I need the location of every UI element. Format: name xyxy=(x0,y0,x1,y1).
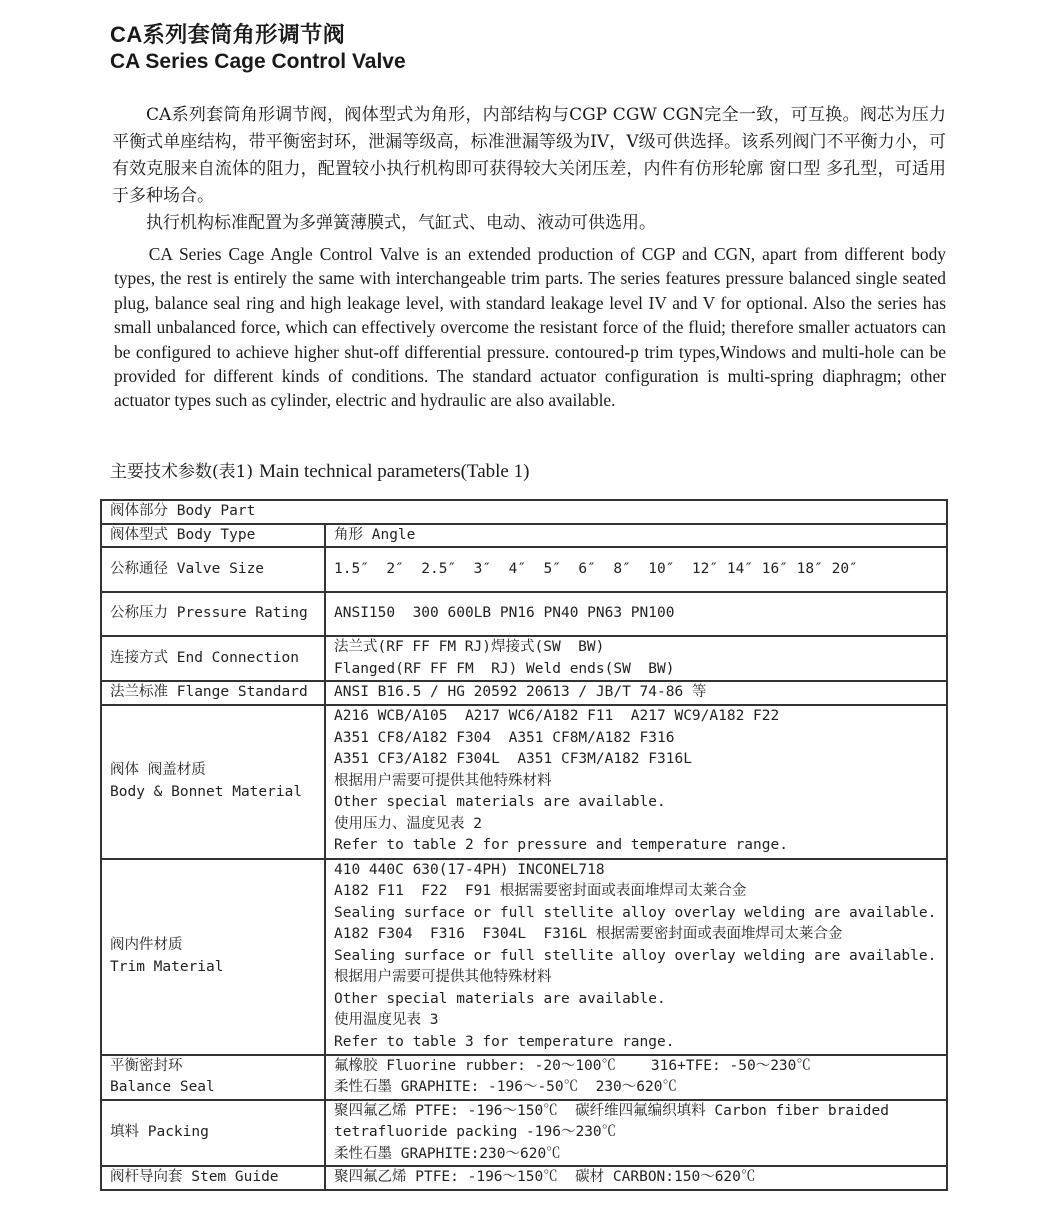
intro-english xyxy=(114,242,946,413)
row-value-line: A182 F304 F316 F304L F316L 根据需要密封面或表面堆焊司太莱合金 xyxy=(334,926,843,943)
table-caption-cn: 主要技术参数(表1) xyxy=(110,462,254,482)
table-row xyxy=(101,547,947,592)
row-value-line: Flanged(RF FF FM RJ) Weld ends(SW BW) xyxy=(334,660,675,677)
row-value-line: Refer to table 2 for pressure and temperature range. xyxy=(334,837,788,854)
intro-en-paragraph: CA Series Cage Angle Control Valve is an extended production of CGP and CGN, apart from different body types, the rest is entirely the same with interchangeable trim parts. The series features pressure balanced single seated plug, balance seal ring and high leakage level, with standard leakage level IV and V for optional. Also the series has small unbalanced force, which can effectively overcome the resistant force of the fluid; therefore smaller actuators can be configured to achieve higher shut-off differential pressure. contoured-p trim types,Windows and multi-hole can be provided for different kinds of conditions. The standard actuator configuration is multi-spring diaphragm; other actuator types such as cylinder, electric and hydraulic are also available. xyxy=(114,244,946,411)
intro-chinese xyxy=(112,102,946,237)
row-label: 连接方式 End Connection xyxy=(110,649,299,666)
row-value-line: 法兰式(RF FF FM RJ)焊接式(SW BW) xyxy=(334,639,605,655)
row-value-cell xyxy=(325,681,947,705)
row-value-line: 1.5″ 2″ 2.5″ 3″ 4″ 5″ 6″ 8″ 10″ 12″ 14″ 16″ 18″ 20″ xyxy=(334,560,858,577)
row-label-cell xyxy=(101,592,325,636)
row-value-cell xyxy=(325,1055,947,1100)
row-label: 阀体型式 Body Type xyxy=(110,526,256,543)
row-label-cell xyxy=(101,859,325,1055)
row-label: Balance Seal xyxy=(110,1079,215,1095)
row-value-line: ANSI B16.5 / HG 20592 20613 / JB/T 74-86 等 xyxy=(334,684,707,700)
row-value-line: A216 WCB/A105 A217 WC6/A182 F11 A217 WC9/A182 F22 xyxy=(334,708,780,725)
row-value-cell xyxy=(325,636,947,681)
row-value-line: 柔性石墨 GRAPHITE: -196～-50℃ 230～620℃ xyxy=(334,1079,677,1095)
table-header-cell: 阀体部分 Body Part xyxy=(101,500,947,524)
row-label: 公称压力 Pressure Rating xyxy=(110,605,308,622)
row-label-cell xyxy=(101,705,325,859)
row-value-line: 聚四氟乙烯 PTFE: -196～150℃ 碳材 CARBON:150～620℃ xyxy=(334,1169,756,1186)
row-label: 阀内件材质 xyxy=(110,937,183,953)
row-value-cell xyxy=(325,705,947,859)
row-value-line: 根据用户需要可提供其他特殊材料 xyxy=(334,969,552,986)
page-title-cn: CA系列套筒角形调节阀 xyxy=(110,22,346,47)
row-value-line: Sealing surface or full stellite alloy overlay welding are available. xyxy=(334,947,937,964)
table-row xyxy=(101,524,947,548)
row-value-cell xyxy=(325,859,947,1055)
row-label: 平衡密封环 xyxy=(110,1057,183,1074)
row-label: 阀杆导向套 Stem Guide xyxy=(110,1169,279,1186)
table-row xyxy=(101,592,947,636)
page-title-en: CA Series Cage Control Valve xyxy=(110,50,406,73)
row-value-cell xyxy=(325,1100,947,1167)
row-label: Body & Bonnet Material xyxy=(110,783,303,800)
table-row xyxy=(101,1055,947,1100)
row-label-cell xyxy=(101,547,325,592)
row-value-cell xyxy=(325,592,947,636)
row-label: 阀体 阀盖材质 xyxy=(110,762,206,778)
row-value-cell xyxy=(325,547,947,592)
table-row xyxy=(101,1166,947,1190)
row-value-line: 根据用户需要可提供其他特殊材料 xyxy=(334,772,552,789)
row-value-cell xyxy=(325,524,947,548)
row-label-cell xyxy=(101,1055,325,1100)
row-value-line: tetrafluoride packing -196～230℃ xyxy=(334,1124,617,1140)
row-label-cell xyxy=(101,1100,325,1167)
row-label-cell xyxy=(101,524,325,548)
row-label: 法兰标准 Flange Standard xyxy=(110,684,308,700)
table-header-row xyxy=(101,500,947,524)
row-label-cell xyxy=(101,681,325,705)
intro-cn-paragraph-2: 执行机构标准配置为多弹簧薄膜式，气缸式、电动、液动可供选用。 xyxy=(146,213,656,233)
row-value-line: ANSI150 300 600LB PN16 PN40 PN63 PN100 xyxy=(334,605,675,622)
table-caption-en: Main technical parameters(Table 1) xyxy=(259,461,530,482)
row-value-line: A351 CF8/A182 F304 A351 CF8M/A182 F316 xyxy=(334,729,675,746)
table-row xyxy=(101,705,947,859)
intro-cn-paragraph-1: CA系列套筒角形调节阀，阀体型式为角形，内部结构与CGP CGW CGN完全一致，可互换。阀芯为压力平衡式单座结构，带平衡密封环，泄漏等级高，标准泄漏等级为IV，V级可供选择。该系列阀门不平衡力小，可有效克服来自流体的阻力，配置较小执行机构即可获得较大关闭压差，内件有仿形轮廓 窗口型 多孔型，可适用于多种场合。 xyxy=(112,105,946,206)
row-label: 填料 Packing xyxy=(110,1124,209,1140)
row-value-line: A182 F11 F22 F91 根据需要密封面或表面堆焊司太莱合金 xyxy=(334,883,747,900)
row-value-line: A351 CF3/A182 F304L A351 CF3M/A182 F316L xyxy=(334,751,692,768)
row-value-line: 氟橡胶 Fluorine rubber: -20～100℃ 316+TFE: -50～230℃ xyxy=(334,1057,811,1074)
row-value-line: Sealing surface or full stellite alloy overlay welding are available. xyxy=(334,904,937,921)
table-row xyxy=(101,681,947,705)
row-value-line: Refer to table 3 for temperature range. xyxy=(334,1033,675,1050)
table-row xyxy=(101,1100,947,1167)
parameters-table xyxy=(100,499,948,1191)
table-caption xyxy=(110,457,529,483)
row-value-line: 使用温度见表 3 xyxy=(334,1012,439,1029)
row-label: Trim Material xyxy=(110,958,224,975)
row-value-line: 410 440C 630(17-4PH) INCONEL718 xyxy=(334,861,605,878)
row-value-cell xyxy=(325,1166,947,1190)
table-row xyxy=(101,859,947,1055)
row-value-line: 使用压力、温度见表 2 xyxy=(334,815,482,832)
row-label-cell xyxy=(101,636,325,681)
row-label-cell xyxy=(101,1166,325,1190)
row-value-line: Other special materials are available. xyxy=(334,794,666,811)
row-value-line: 角形 Angle xyxy=(334,526,416,543)
table-row xyxy=(101,636,947,681)
row-value-line: 聚四氟乙烯 PTFE: -196～150℃ 碳纤维四氟编织填料 Carbon fiber braided xyxy=(334,1102,889,1119)
row-value-line: Other special materials are available. xyxy=(334,990,666,1007)
row-value-line: 柔性石墨 GRAPHITE:230～620℃ xyxy=(334,1145,561,1162)
row-label: 公称通径 Valve Size xyxy=(110,560,265,577)
